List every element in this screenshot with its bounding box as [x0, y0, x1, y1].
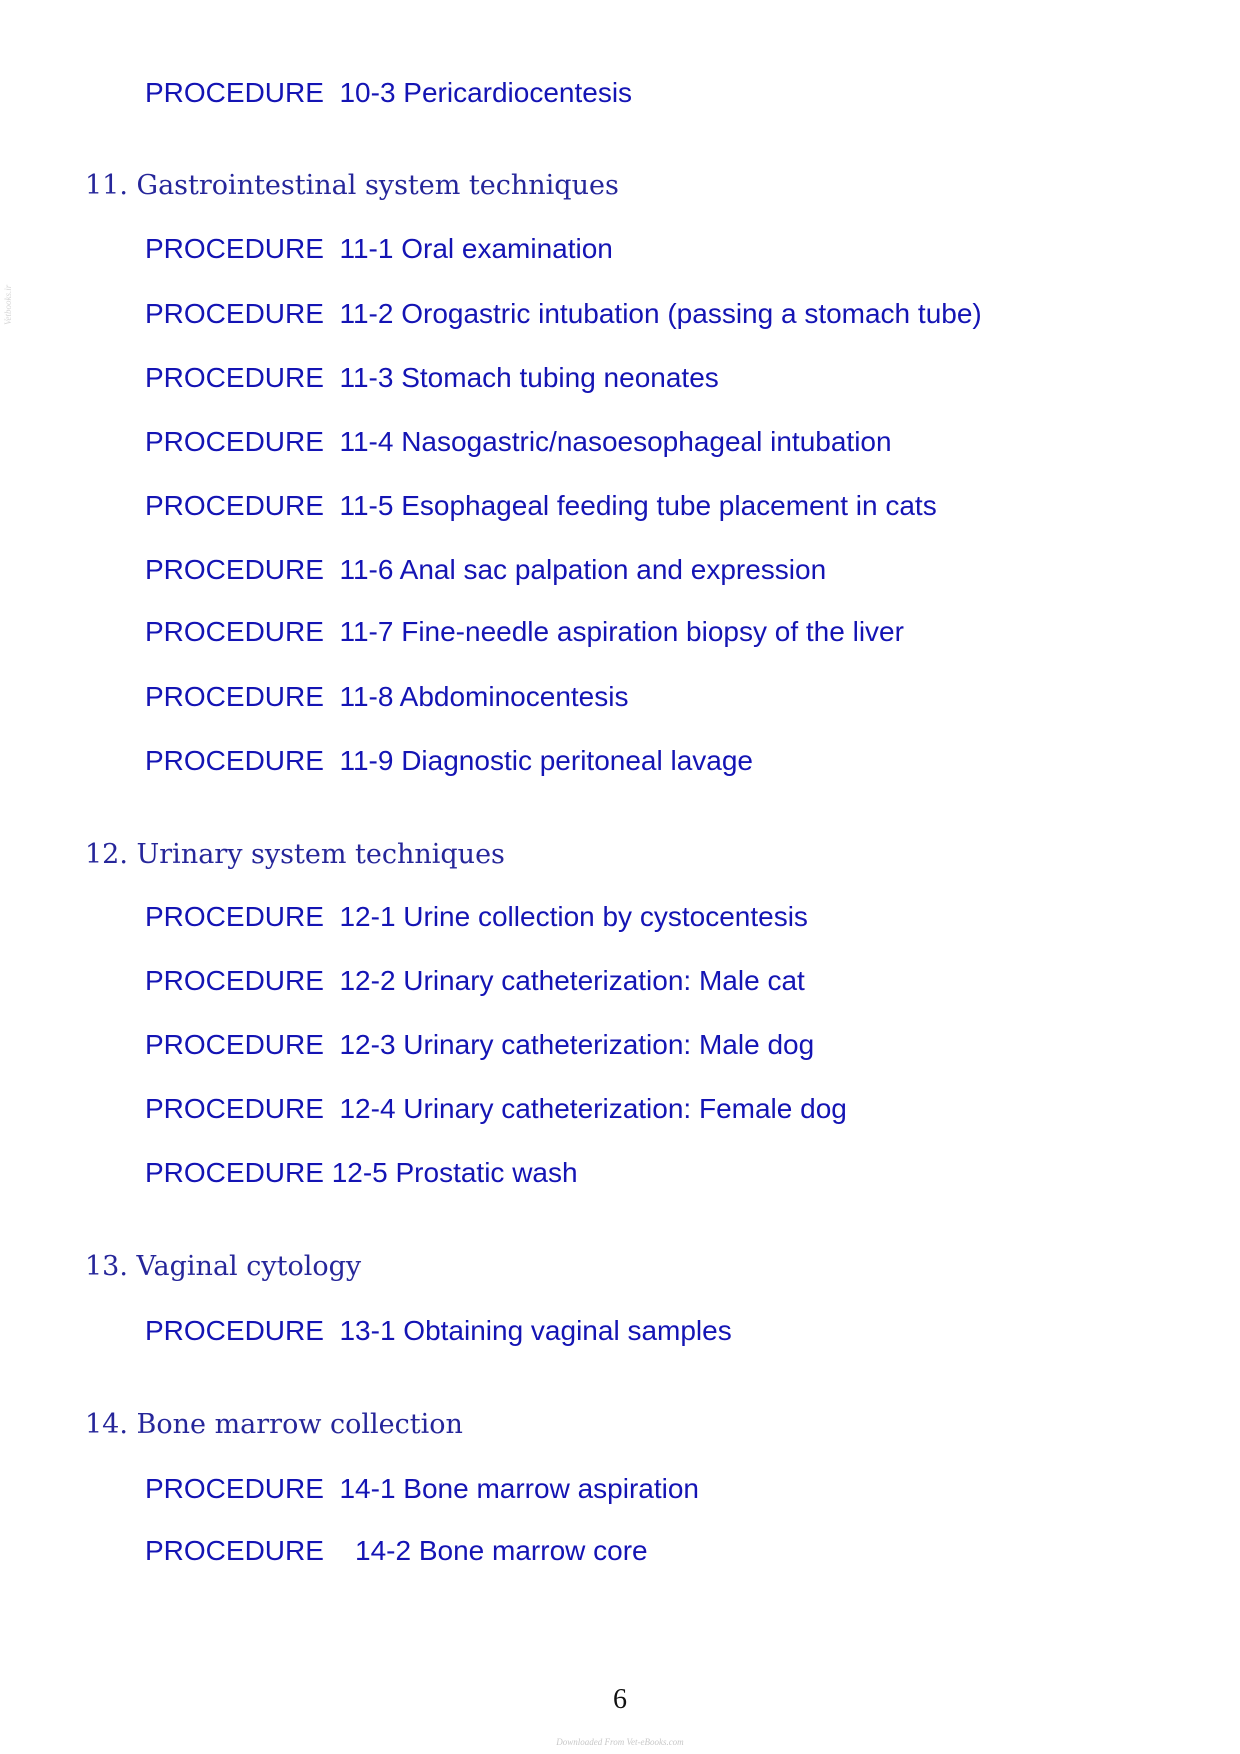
toc-procedure-11-3: PROCEDURE 11-3 Stomach tubing neonates	[145, 362, 719, 393]
toc-procedure-11-7: PROCEDURE 11-7 Fine-needle aspiration biopsy of the liver	[145, 616, 904, 647]
toc-procedure-11-9: PROCEDURE 11-9 Diagnostic peritoneal lavage	[145, 745, 753, 776]
toc-procedure-12-4: PROCEDURE 12-4 Urinary catheterization: Female dog	[145, 1093, 847, 1124]
toc-procedure-13-1: PROCEDURE 13-1 Obtaining vaginal samples	[145, 1315, 732, 1346]
toc-procedure-14-2: PROCEDURE 14-2 Bone marrow core	[145, 1535, 648, 1566]
toc-procedure-14-1: PROCEDURE 14-1 Bone marrow aspiration	[145, 1473, 699, 1504]
toc-procedure-10-3: PROCEDURE 10-3 Pericardiocentesis	[145, 77, 633, 108]
toc-procedure-11-2: PROCEDURE 11-2 Orogastric intubation (passing a stomach tube)	[145, 298, 982, 329]
toc-procedure-12-2: PROCEDURE 12-2 Urinary catheterization: Male cat	[145, 965, 805, 996]
footer-download-note: Downloaded From Vet-eBooks.com	[556, 1737, 684, 1747]
toc-section-11: 11. Gastrointestinal system techniques	[85, 170, 619, 201]
toc-section-13: 13. Vaginal cytology	[85, 1251, 362, 1282]
side-watermark: Vetbooks.ir	[3, 284, 13, 325]
toc-procedure-11-4: PROCEDURE 11-4 Nasogastric/nasoesophageal intubation	[145, 426, 892, 457]
toc-procedure-12-1: PROCEDURE 12-1 Urine collection by cystocentesis	[145, 901, 808, 932]
toc-section-14: 14. Bone marrow collection	[85, 1409, 463, 1440]
toc-procedure-11-6: PROCEDURE 11-6 Anal sac palpation and expression	[145, 554, 827, 585]
toc-procedure-11-1: PROCEDURE 11-1 Oral examination	[145, 233, 613, 264]
toc-procedure-12-3: PROCEDURE 12-3 Urinary catheterization: Male dog	[145, 1029, 815, 1060]
toc-section-12: 12. Urinary system techniques	[85, 839, 505, 870]
toc-procedure-12-5: PROCEDURE 12-5 Prostatic wash	[145, 1157, 578, 1188]
toc-procedure-11-8: PROCEDURE 11-8 Abdominocentesis	[145, 681, 629, 712]
toc-procedure-11-5: PROCEDURE 11-5 Esophageal feeding tube placement in cats	[145, 490, 937, 521]
page-number: 6	[613, 1684, 627, 1715]
